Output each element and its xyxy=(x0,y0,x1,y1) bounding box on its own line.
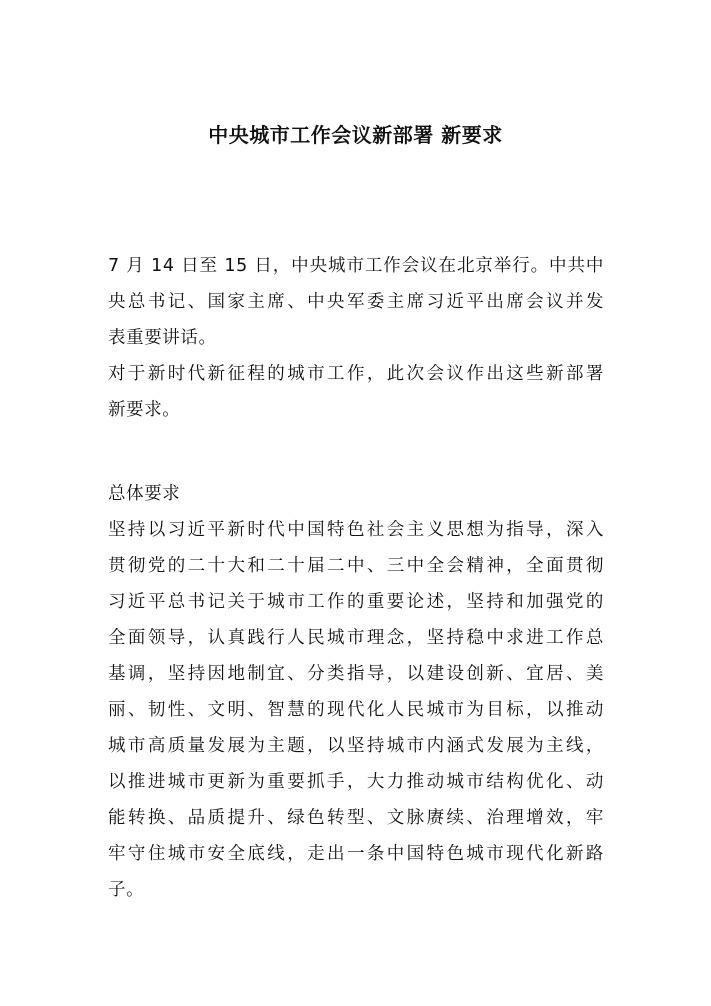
section-line: 子。 xyxy=(108,880,145,900)
section-line: 习近平总书记关于城市工作的重要论述，坚持和加强党的 xyxy=(108,592,604,612)
section-line: 坚持以习近平新时代中国特色社会主义思想为指导，深入 xyxy=(108,520,604,540)
section-line: 以推进城市更新为重要抓手，大力推动城市结构优化、动 xyxy=(108,772,604,792)
section-line: 城市高质量发展为主题，以坚持城市内涵式发展为主线， xyxy=(108,736,604,756)
section-line: 全面领导，认真践行人民城市理念，坚持稳中求进工作总 xyxy=(108,628,604,648)
section-line: 能转换、品质提升、绿色转型、文脉赓续、治理增效，牢 xyxy=(108,808,604,828)
intro-line: 表重要讲话。 xyxy=(108,328,217,348)
document-title: 中央城市工作会议新部署 新要求 xyxy=(208,123,503,147)
intro-line: 央总书记、国家主席、中央军委主席习近平出席会议并发 xyxy=(108,292,604,312)
section-line: 贯彻党的二十大和二十届二中、三中全会精神，全面贯彻 xyxy=(108,556,604,576)
section-heading: 总体要求 xyxy=(108,484,181,504)
section-line: 丽、韧性、文明、智慧的现代化人民城市为目标，以推动 xyxy=(108,700,604,720)
section-line: 牢守住城市安全底线，走出一条中国特色城市现代化新路 xyxy=(108,844,604,864)
section-line: 基调，坚持因地制宜、分类指导，以建设创新、宜居、美 xyxy=(108,664,604,684)
intro-line: 新要求。 xyxy=(108,400,181,420)
intro-paragraph xyxy=(108,248,604,428)
section-general-requirements xyxy=(108,476,604,908)
intro-line: 7 月 14 日至 15 日，中央城市工作会议在北京举行。中共中 xyxy=(108,256,604,276)
intro-line: 对于新时代新征程的城市工作，此次会议作出这些新部署 xyxy=(108,364,604,384)
